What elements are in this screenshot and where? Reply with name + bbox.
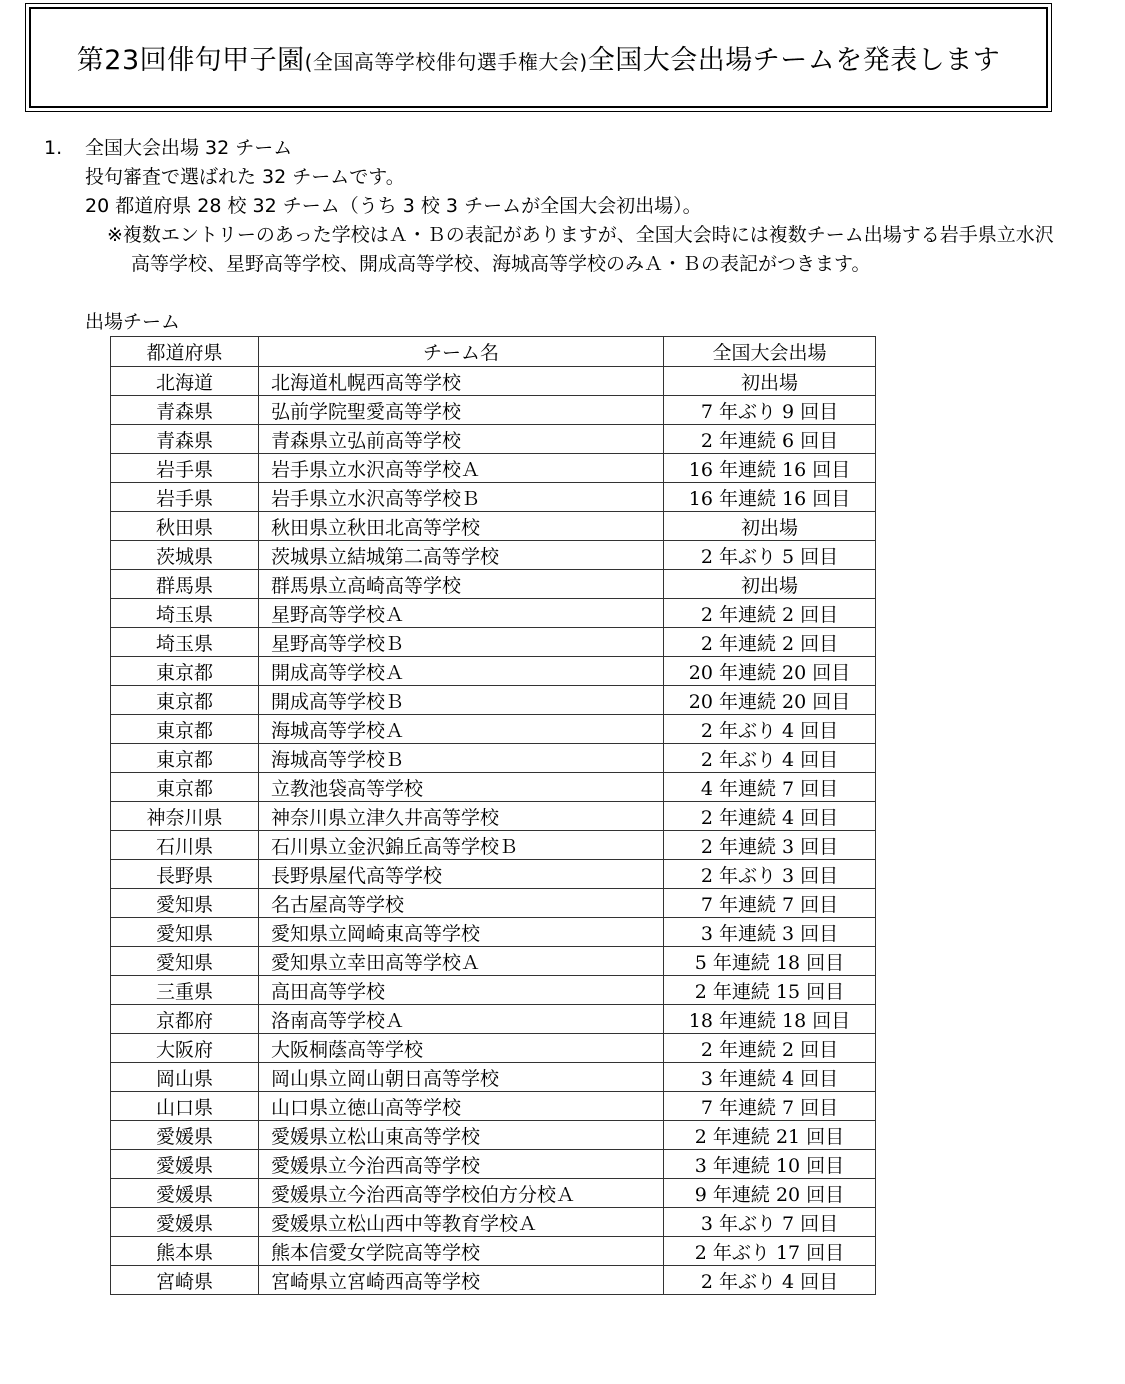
cell-team-name: 愛媛県立今治西高等学校 [259,1150,664,1179]
cell-appearance: 2 年連続 2 回目 [664,599,876,628]
section-number: 1. [44,137,63,159]
title-main-suffix: 全国大会出場チームを発表します [587,45,1001,76]
cell-appearance: 5 年連続 18 回目 [664,947,876,976]
title-box [25,3,1052,112]
cell-team-name: 立教池袋高等学校 [259,773,664,802]
table-row [111,628,876,657]
cell-team-name: 神奈川県立津久井高等学校 [259,802,664,831]
cell-appearance: 18 年連続 18 回目 [664,1005,876,1034]
cell-appearance: 2 年連続 15 回目 [664,976,876,1005]
cell-prefecture: 大阪府 [111,1034,259,1063]
cell-prefecture: 青森県 [111,425,259,454]
cell-team-name: 海城高等学校Ａ [259,715,664,744]
table-row [111,773,876,802]
cell-prefecture: 長野県 [111,860,259,889]
cell-prefecture: 石川県 [111,831,259,860]
cell-team-name: 青森県立弘前高等学校 [259,425,664,454]
cell-team-name: 開成高等学校Ｂ [259,686,664,715]
cell-prefecture: 岡山県 [111,1063,259,1092]
cell-team-name: 長野県屋代高等学校 [259,860,664,889]
cell-appearance: 3 年連続 10 回目 [664,1150,876,1179]
cell-team-name: 北海道札幌西高等学校 [259,367,664,396]
table-row [111,1237,876,1266]
cell-prefecture: 東京都 [111,715,259,744]
cell-team-name: 弘前学院聖愛高等学校 [259,396,664,425]
cell-prefecture: 群馬県 [111,570,259,599]
table-row [111,425,876,454]
cell-team-name: 星野高等学校Ａ [259,599,664,628]
cell-appearance: 3 年連続 4 回目 [664,1063,876,1092]
title-paren: (全国高等学校俳句選手権大会) [304,50,588,74]
cell-prefecture: 熊本県 [111,1237,259,1266]
cell-prefecture: 愛知県 [111,947,259,976]
cell-prefecture: 愛媛県 [111,1179,259,1208]
header-prefecture: 都道府県 [111,337,259,367]
cell-prefecture: 愛媛県 [111,1121,259,1150]
cell-team-name: 愛媛県立松山西中等教育学校Ａ [259,1208,664,1237]
table-row [111,831,876,860]
cell-prefecture: 京都府 [111,1005,259,1034]
cell-appearance: 20 年連続 20 回目 [664,657,876,686]
cell-appearance: 20 年連続 20 回目 [664,686,876,715]
table-row [111,976,876,1005]
cell-team-name: 高田高等学校 [259,976,664,1005]
table-row [111,570,876,599]
table-row [111,1005,876,1034]
table-row [111,744,876,773]
cell-prefecture: 愛媛県 [111,1150,259,1179]
section-heading: 全国大会出場 32 チーム [85,137,293,159]
table-row [111,1266,876,1295]
cell-team-name: 愛知県立幸田高等学校Ａ [259,947,664,976]
table-row [111,686,876,715]
table-row [111,512,876,541]
cell-prefecture: 東京都 [111,773,259,802]
cell-prefecture: 埼玉県 [111,599,259,628]
table-row [111,396,876,425]
cell-team-name: 愛媛県立松山東高等学校 [259,1121,664,1150]
table-row [111,715,876,744]
page-title [77,38,1000,77]
cell-appearance: 2 年連続 3 回目 [664,831,876,860]
cell-prefecture: 東京都 [111,657,259,686]
cell-prefecture: 愛知県 [111,918,259,947]
cell-prefecture: 岩手県 [111,454,259,483]
table-row [111,541,876,570]
cell-prefecture: 東京都 [111,686,259,715]
header-team-name: チーム名 [259,337,664,367]
cell-appearance: 2 年連続 4 回目 [664,802,876,831]
cell-appearance: 2 年連続 2 回目 [664,1034,876,1063]
cell-prefecture: 青森県 [111,396,259,425]
table-row [111,1063,876,1092]
cell-team-name: 群馬県立高崎高等学校 [259,570,664,599]
note-text: ※複数エントリーのあった学校はＡ・Ｂの表記がありますが、全国大会時には複数チーム出場する岩手県立水沢高等学校、星野高等学校、開成高等学校、海城高等学校のみＡ・Ｂの表記がつきます。 [107,224,1054,275]
cell-team-name: 石川県立金沢錦丘高等学校Ｂ [259,831,664,860]
cell-prefecture: 東京都 [111,744,259,773]
cell-team-name: 岡山県立岡山朝日高等学校 [259,1063,664,1092]
table-row [111,454,876,483]
cell-appearance: 2 年ぶり 4 回目 [664,744,876,773]
cell-appearance: 4 年連続 7 回目 [664,773,876,802]
cell-prefecture: 茨城県 [111,541,259,570]
cell-appearance: 2 年連続 6 回目 [664,425,876,454]
table-row [111,367,876,396]
table-row [111,889,876,918]
cell-team-name: 山口県立徳山高等学校 [259,1092,664,1121]
cell-appearance: 2 年ぶり 4 回目 [664,1266,876,1295]
cell-team-name: 愛媛県立今治西高等学校伯方分校Ａ [259,1179,664,1208]
cell-team-name: 岩手県立水沢高等学校Ｂ [259,483,664,512]
cell-appearance: 16 年連続 16 回目 [664,454,876,483]
cell-team-name: 宮崎県立宮崎西高等学校 [259,1266,664,1295]
cell-appearance: 初出場 [664,367,876,396]
table-row [111,1208,876,1237]
title-box-inner [29,7,1048,108]
table-row [111,918,876,947]
cell-appearance: 16 年連続 16 回目 [664,483,876,512]
table-row [111,657,876,686]
table-header-row [111,337,876,367]
cell-appearance: 2 年ぶり 17 回目 [664,1237,876,1266]
cell-appearance: 初出場 [664,512,876,541]
section-line-2: 20 都道府県 28 校 32 チーム（うち 3 校 3 チームが全国大会初出場）。 [85,195,702,217]
cell-prefecture: 神奈川県 [111,802,259,831]
header-appearance: 全国大会出場 [664,337,876,367]
cell-prefecture: 埼玉県 [111,628,259,657]
cell-prefecture: 秋田県 [111,512,259,541]
table-row [111,483,876,512]
table-row [111,947,876,976]
cell-team-name: 名古屋高等学校 [259,889,664,918]
cell-team-name: 開成高等学校Ａ [259,657,664,686]
section-line-1: 投句審査で選ばれた 32 チームです。 [85,166,405,188]
cell-appearance: 7 年連続 7 回目 [664,889,876,918]
cell-appearance: 3 年連続 3 回目 [664,918,876,947]
table-body [111,367,876,1295]
cell-team-name: 茨城県立結城第二高等学校 [259,541,664,570]
cell-prefecture: 岩手県 [111,483,259,512]
table-row [111,1179,876,1208]
cell-team-name: 岩手県立水沢高等学校Ａ [259,454,664,483]
cell-appearance: 2 年ぶり 5 回目 [664,541,876,570]
title-main-prefix: 第23回俳句甲子園 [76,45,305,76]
cell-appearance: 7 年連続 7 回目 [664,1092,876,1121]
cell-team-name: 秋田県立秋田北高等学校 [259,512,664,541]
table-row [111,1034,876,1063]
cell-appearance: 2 年連続 2 回目 [664,628,876,657]
table-row [111,599,876,628]
cell-appearance: 2 年ぶり 4 回目 [664,715,876,744]
cell-team-name: 大阪桐蔭高等学校 [259,1034,664,1063]
table-row [111,1092,876,1121]
cell-prefecture: 山口県 [111,1092,259,1121]
cell-appearance: 2 年連続 21 回目 [664,1121,876,1150]
cell-appearance: 9 年連続 20 回目 [664,1179,876,1208]
cell-team-name: 星野高等学校Ｂ [259,628,664,657]
cell-prefecture: 愛媛県 [111,1208,259,1237]
cell-prefecture: 宮崎県 [111,1266,259,1295]
table-row [111,860,876,889]
section-note [107,221,1057,279]
cell-team-name: 熊本信愛女学院高等学校 [259,1237,664,1266]
teams-table [110,336,876,1295]
cell-appearance: 3 年ぶり 7 回目 [664,1208,876,1237]
table-row [111,1150,876,1179]
cell-prefecture: 三重県 [111,976,259,1005]
cell-team-name: 洛南高等学校Ａ [259,1005,664,1034]
cell-team-name: 海城高等学校Ｂ [259,744,664,773]
cell-prefecture: 北海道 [111,367,259,396]
table-row [111,802,876,831]
cell-appearance: 2 年ぶり 3 回目 [664,860,876,889]
teams-label: 出場チーム [85,311,181,333]
cell-team-name: 愛知県立岡崎東高等学校 [259,918,664,947]
table-row [111,1121,876,1150]
cell-appearance: 初出場 [664,570,876,599]
cell-prefecture: 愛知県 [111,889,259,918]
cell-appearance: 7 年ぶり 9 回目 [664,396,876,425]
